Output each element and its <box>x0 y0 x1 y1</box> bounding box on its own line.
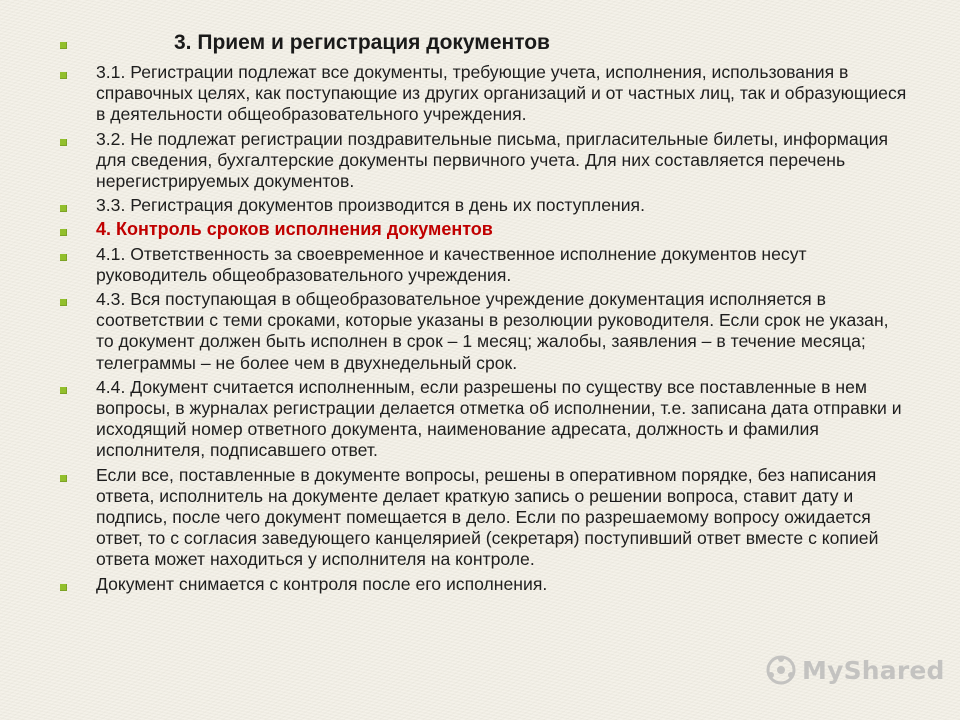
list-item-text: 3.2. Не подлежат регистрации поздравительные письма, пригласительные билеты, информация для сведения, бухгалтерские документы первичного учета. Для них составляется перечень нерегистрируемых документов. <box>96 128 889 192</box>
bullet-icon <box>60 299 67 306</box>
list-item-section-3-heading <box>60 30 910 56</box>
list-item-text: 4.3. Вся поступающая в общеобразовательное учреждение документация исполняется в соответствии с теми сроками, которые указаны в резолюции руководителя. Если срок не указан, то документ должен быть исполнен в срок – 1 месяц; жалобы, заявления – в течение месяца; телеграммы – не более чем в двухнедельный срок. <box>96 289 889 373</box>
bullet-icon <box>60 584 67 591</box>
list-item-text: 4.4. Документ считается исполненным, если разрешены по существу все поставленные в нем вопросы, в журналах регистрации делается отметка об исполнении, т.е. записана дата отправки и исходящий номер ответного документа, наименование адресата, должность и фамилия исполнителя, подписавшего ответ. <box>96 376 902 461</box>
list-item <box>60 129 910 193</box>
bullet-list <box>60 30 910 598</box>
bullet-icon <box>60 475 67 482</box>
list-item <box>60 574 910 595</box>
section-heading: 3. Прием и регистрация документов <box>174 31 550 54</box>
list-item-text: 3.1. Регистрации подлежат все документы, требующие учета, исполнения, использования в справочных целях, как поступающие из других организаций и от частных лиц, так и образующиеся в деятельности общеобразовательного учреждения. <box>96 62 907 125</box>
list-item-text: 3.3. Регистрация документов производится в день их поступления. <box>96 195 645 216</box>
list-item <box>60 62 910 126</box>
bullet-icon <box>60 139 67 146</box>
list-item <box>60 195 910 216</box>
list-item-text: Документ снимается с контроля после его исполнения. <box>96 573 548 594</box>
list-item <box>60 244 910 286</box>
watermark <box>766 655 945 685</box>
bullet-icon <box>60 229 67 236</box>
bullet-icon <box>60 205 67 212</box>
list-item <box>60 465 910 571</box>
section-heading: 4. Контроль сроков исполнения документов <box>96 219 493 240</box>
list-item <box>60 377 910 462</box>
list-item-section-4-heading <box>60 219 910 240</box>
bullet-icon <box>60 387 67 394</box>
list-item-text: Если все, поставленные в документе вопросы, решены в оперативном порядке, без написания ответа, исполнитель на документе делает краткую запись о решении вопроса, ставит дату и подпись, после чего документ помещается в дело. Если по разрешаемому вопросу ожидается ответ, то с согласия заведующего канцелярией (секретаря) поступивший ответ вместе с копией ответа может находиться у исполнителя на контроле. <box>96 464 879 570</box>
bullet-icon <box>60 42 67 49</box>
watermark-text: MyShared <box>802 655 945 685</box>
myshared-logo-icon <box>766 655 796 685</box>
list-item-text: 4.1. Ответственность за своевременное и качественное исполнение документов несут руководитель общеобразовательного учреждения. <box>96 243 807 285</box>
bullet-icon <box>60 72 67 79</box>
list-item <box>60 289 910 374</box>
bullet-icon <box>60 254 67 261</box>
